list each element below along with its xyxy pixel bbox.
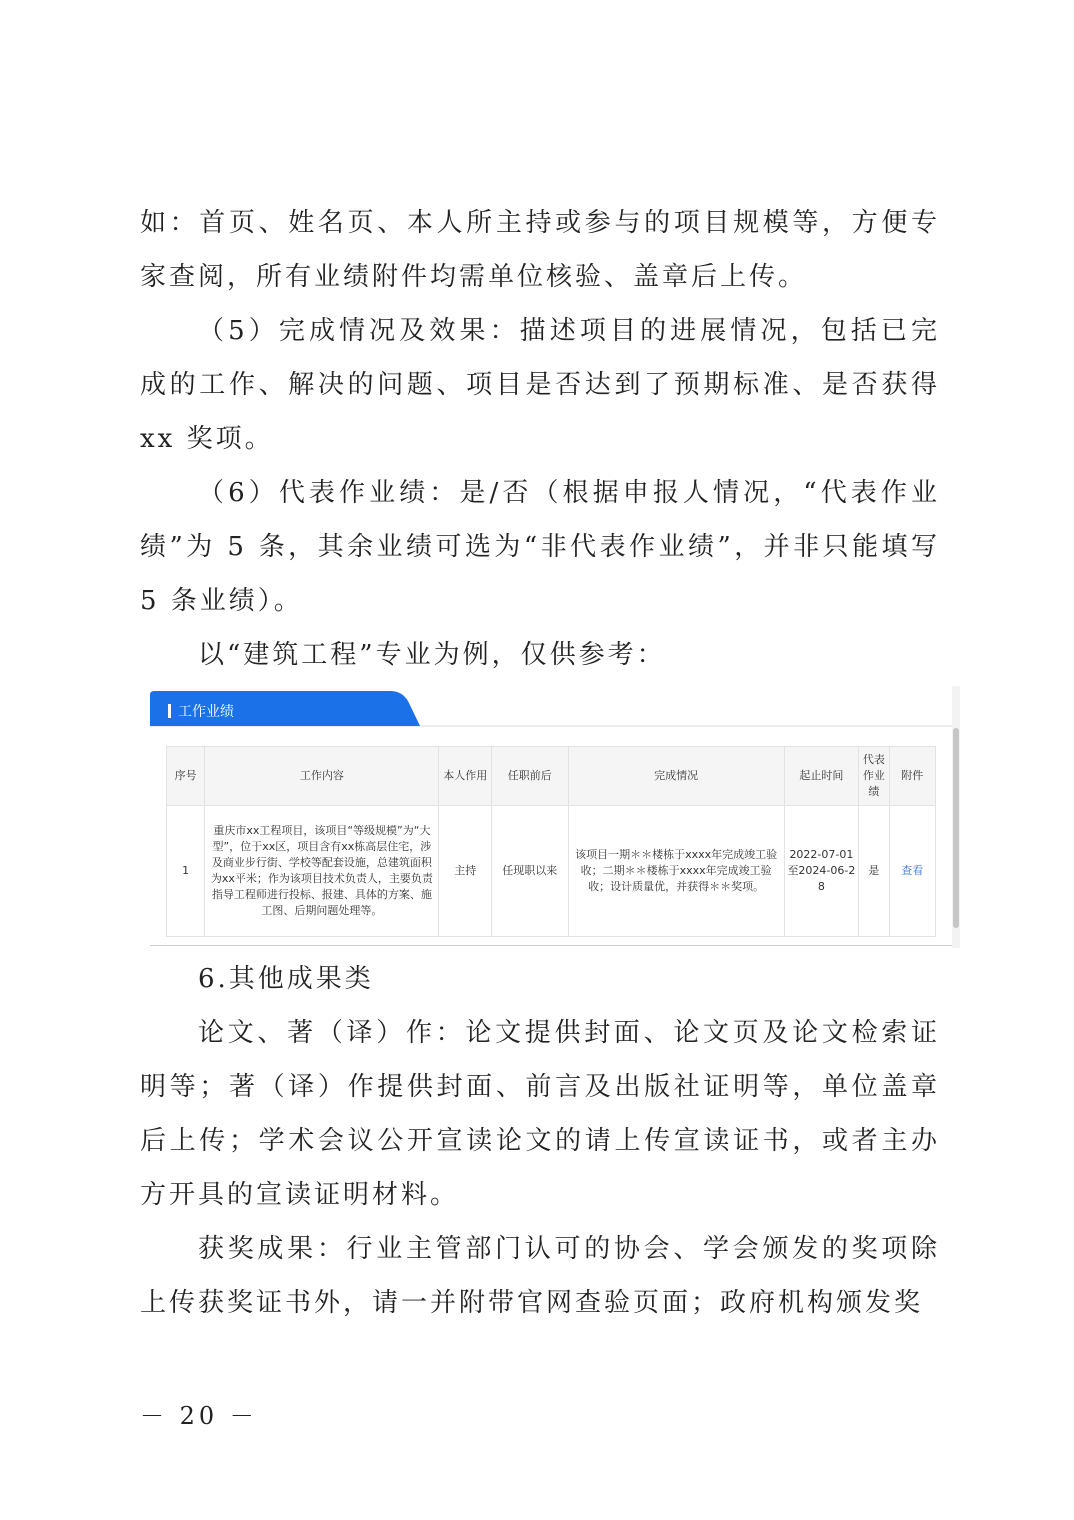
cell-period: 2022-07-01至2024-06-28 — [784, 806, 859, 937]
paragraph-papers: 论文、著（译）作：论文提供封面、论文页及论文检索证明等；著（译）作提供封面、前言及出版社证明等，单位盖章后上传；学术会议公开宣读论文的请上传宣读证书，或者主办方开具的宣读证明材料。 — [140, 1018, 940, 1210]
cell-prior: 任现职以来 — [491, 806, 568, 937]
section-heading-other-results: 6.其他成果类 — [198, 964, 374, 994]
cell-seq: 1 — [167, 806, 205, 937]
header-status: 完成情况 — [568, 747, 784, 806]
paragraph-continued: 如：首页、姓名页、本人所主持或参与的项目规模等，方便专家查阅，所有业绩附件均需单位核验、盖章后上传。 — [140, 208, 940, 292]
header-role: 本人作用 — [439, 747, 491, 806]
section-tab-shape — [150, 691, 952, 731]
divider — [150, 945, 952, 946]
view-attachment-link[interactable]: 查看 — [889, 806, 935, 937]
header-attachment: 附件 — [889, 747, 935, 806]
section-tab-title[interactable]: 工作业绩 — [168, 701, 234, 721]
paragraph-awards: 获奖成果：行业主管部门认可的协会、学会颁发的奖项除上传获奖证书外，请一并附带官网查验页面；政府机构颁发奖 — [140, 1234, 940, 1318]
paragraph-completion-status: （5）完成情况及效果：描述项目的进展情况，包括已完成的工作、解决的问题、项目是否达到了预期标准、是否获得 xx 奖项。 — [140, 316, 940, 454]
table-header-row — [167, 747, 936, 806]
scrollbar-thumb[interactable] — [953, 728, 959, 928]
cell-role: 主持 — [439, 806, 491, 937]
header-period: 起止时间 — [784, 747, 859, 806]
cell-content: 重庆市xx工程项目，该项目“等级规模”为“大型”，位于xx区，项目含有xx栋高层住宅，涉及商业步行街、学校等配套设施，总建筑面积为xx平米；作为该项目技术负责人，主要负责指导工程师进行投标、报建、具体的方案、施工图、后期问题处理等。 — [205, 806, 439, 937]
cell-representative: 是 — [859, 806, 889, 937]
cell-status: 该项目一期＊＊楼栋于xxxx年完成竣工验收；二期＊＊楼栋于xxxx年完成竣工验收；设计质量优，并获得＊＊奖项。 — [568, 806, 784, 937]
work-performance-table — [166, 746, 936, 937]
header-seq: 序号 — [167, 747, 205, 806]
paragraph-representative-work: （6）代表作业绩：是/否（根据申报人情况，“代表作业绩”为 5 条，其余业绩可选为“非代表作业绩”，并非只能填写 5 条业绩）。 — [140, 478, 940, 616]
page-number: － 20 － — [140, 1402, 258, 1430]
paragraph-example-intro: 以“建筑工程”专业为例，仅供参考： — [198, 640, 666, 670]
header-representative: 代表作业绩 — [859, 747, 889, 806]
table-row — [167, 806, 936, 937]
scrollbar[interactable] — [952, 686, 960, 948]
header-prior: 任职前后 — [491, 747, 568, 806]
work-performance-screenshot — [150, 686, 960, 948]
header-content: 工作内容 — [205, 747, 439, 806]
